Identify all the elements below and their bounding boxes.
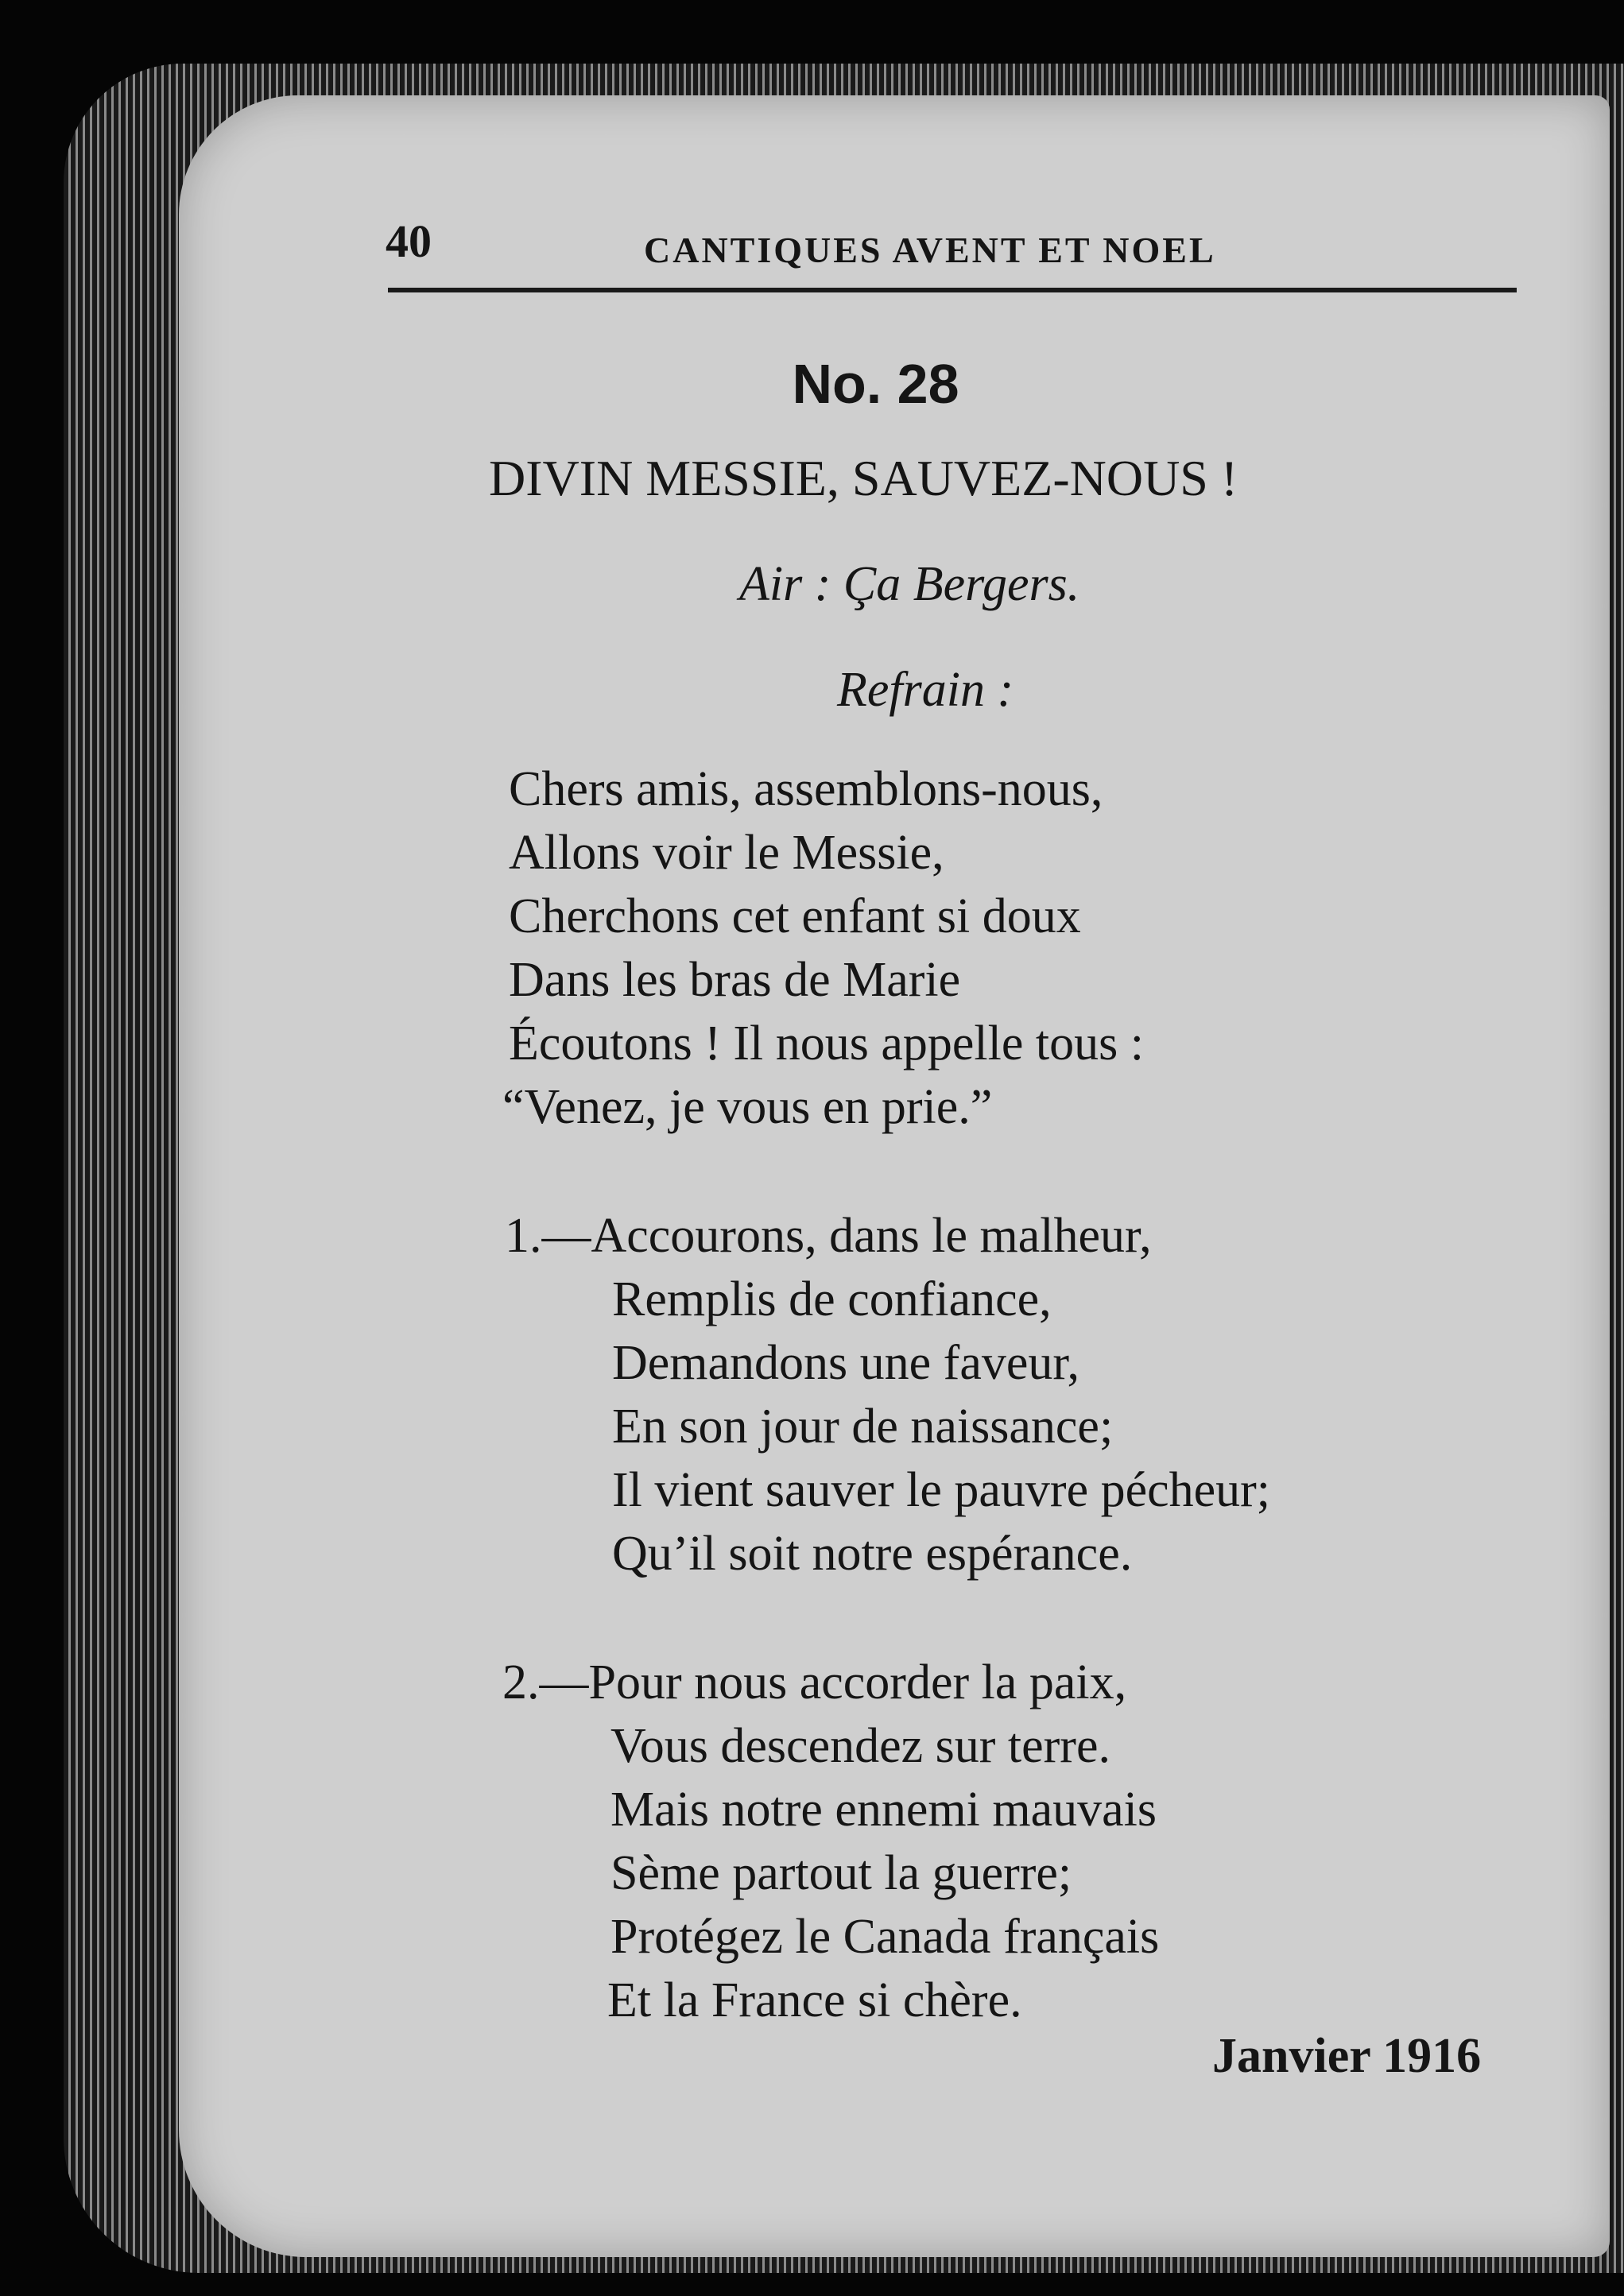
running-head: CANTIQUES AVENT ET NOEL (644, 230, 1216, 270)
hymn-number: No. 28 (792, 353, 959, 415)
hymn-air: Air : Ça Bergers. (739, 557, 1080, 611)
verse-line: Sème partout la guerre; (610, 1846, 1072, 1900)
verse-line: 2.—Pour nous accorder la paix, (502, 1655, 1127, 1709)
refrain-label: Refrain : (837, 663, 1014, 717)
verse-line: Et la France si chère. (607, 1973, 1022, 2027)
refrain-line: Allons voir le Messie, (509, 826, 944, 880)
verse-line: Il vient sauver le pauvre pécheur; (612, 1463, 1271, 1517)
refrain-line: Écoutons ! Il nous appelle tous : (509, 1016, 1144, 1071)
verse-line: Vous descendez sur terre. (610, 1719, 1110, 1773)
verse-line: En son jour de naissance; (612, 1400, 1114, 1454)
verse-line: Remplis de confiance, (612, 1272, 1052, 1326)
refrain-line: Dans les bras de Marie (509, 953, 961, 1007)
page-number: 40 (386, 215, 432, 267)
verse-line: Qu’il soit notre espérance. (612, 1527, 1133, 1581)
refrain-line: “Venez, je vous en prie.” (502, 1080, 993, 1134)
verse-line: Protégez le Canada français (610, 1910, 1160, 1964)
hymn-title: DIVIN MESSIE, SAUVEZ-NOUS ! (489, 450, 1238, 506)
verse-line: Demandons une faveur, (612, 1336, 1080, 1390)
refrain-line: Cherchons cet enfant si doux (509, 889, 1081, 943)
verse-line: 1.—Accourons, dans le malheur, (505, 1209, 1152, 1263)
verse-line: Mais notre ennemi mauvais (610, 1783, 1157, 1837)
date-signature: Janvier 1916 (1212, 2029, 1482, 2083)
header-rule (388, 288, 1517, 292)
refrain-line: Chers amis, assemblons-nous, (509, 762, 1103, 816)
